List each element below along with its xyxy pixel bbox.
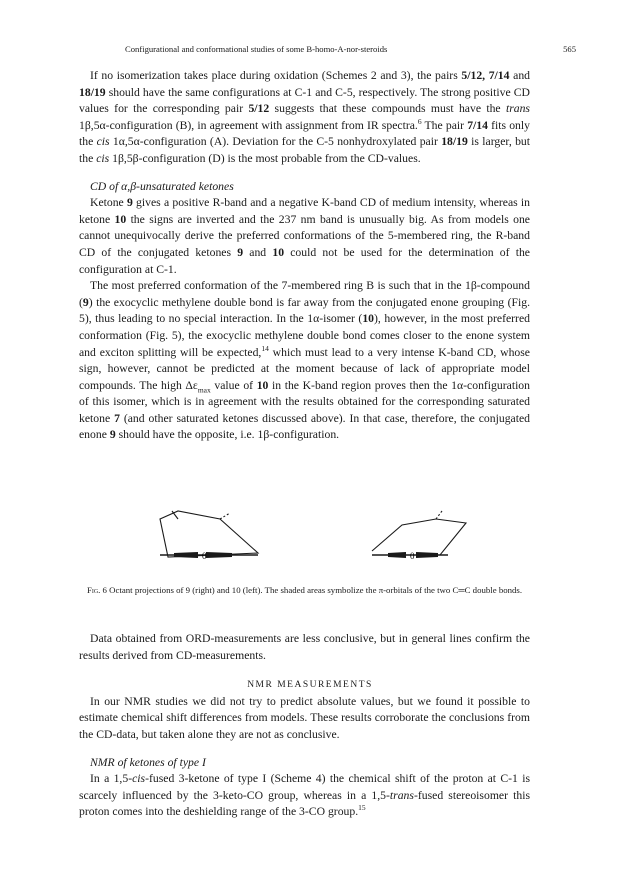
left-shaded-orbital [174,552,198,558]
right-dashed-bond [436,511,442,519]
octant-projection-figure [140,505,480,577]
figure-caption-label: Fig. 6 [86,585,107,595]
left-shaded-orbital-2 [206,552,232,558]
right-shaded-orbital-2 [416,552,438,558]
paragraph-cis-fused: In a 1,5-cis-fused 3-ketone of type I (Scheme 4) the chemical shift of the proton at C-1 is scarcely influenced by the 3-keto-CO group, whereas in a 1,5-trans-fused stereoisomer this proton comes into the deshielding range of the 3-CO group.$^{15}$ [79,772,531,819]
subsection-heading-nmr-ketones: NMR of ketones of type I [90,755,206,769]
body-lower [79,631,530,821]
left-ring-outline [160,511,258,557]
right-shaded-orbital [388,552,406,558]
body-upper [79,68,530,444]
figure-caption-text: Octant projections of 9 (right) and 10 (left). The shaded areas symbolize the π-orbitals of the two C═C double bonds. [106,585,523,595]
left-dashed-bond [220,513,230,519]
paragraph-nmr-studies: In our NMR studies we did not try to predict absolute values, but we found it possible to estimate chemical shift differences from models. These results corroborate the conclusions from the CD-data, but taken alone they are not as conclusive. [79,694,530,741]
running-title: Configurational and conformational studies of some B-homo-A-nor-steroids [125,44,388,54]
section-heading-nmr: NMR MEASUREMENTS [247,680,373,691]
paragraph-ketone-9: Ketone 9 gives a positive R-band and a negative K-band CD of medium intensity, whereas in ketone 10 the signs are inverted and the 237 nm band is unusually big. As from models one cannot unequivocally derive the preferred conformations of the 5-membered ring, the R-band CD of the conjugated ketones 9 and 10 could not be used for the determination of the configuration at C-1. [79,196,531,276]
section-heading-cd-unsaturated: CD of α,β-unsaturated ketones [90,179,234,193]
running-header [125,44,576,54]
page-number: 565 [563,44,576,54]
paragraph-isomerization: If no isomerization takes place during oxidation (Schemes 2 and 3), the pairs 5/12, 7/14 and 18/19 should have the same configurations at C-1 and C-5, respectively. The strong positive CD values for the corresponding pair 5/12 suggests that these compounds must have the trans 1β,5α-configuration (B), in agreement with assignment from IR spectra.$^6$ The pair 7/14 fits only the cis 1α,5α-configuration (A). Deviation for the C-5 nonhydroxylated pair 18/19 is larger, but the cis 1β,5β-configuration (D) is the most probable from the CD-values. [79,69,531,165]
origin-label-right: 0 [410,551,415,561]
origin-label-left: 0 [202,551,207,561]
paragraph-ord: Data obtained from ORD-measurements are less conclusive, but in general lines confirm the results derived from CD-measurements. [79,632,530,662]
paragraph-conformation: The most preferred conformation of the 7-membered ring B is such that in the 1β-compound (9) the exocyclic methylene double bond is far away from the conjugated enone grouping (Fig. 5), thus leading to no special interaction. In the 1α-isomer (10), however, in the most preferred conformation (Fig. 5), the exocyclic methylene double bond comes closer to the enone system and exciton splitting will be expected,$^{14}$ which must lead to a very intense K-band CD, whose sign, however, cannot be predicted at the moment because of lack of appropriate model compounds. The high $\Delta\varepsilon_{max}$ value of 10 in the K-band region proves then the 1α-configuration of this isomer, which is in agreement with the results obtained for the corresponding saturated ketone 7 (and other saturated ketones discussed above). In that case, therefore, the conjugated enone 9 should have the opposite, i.e. 1β-configuration. [79,279,530,442]
right-ring-outline [372,519,466,555]
figure-caption [79,584,530,597]
